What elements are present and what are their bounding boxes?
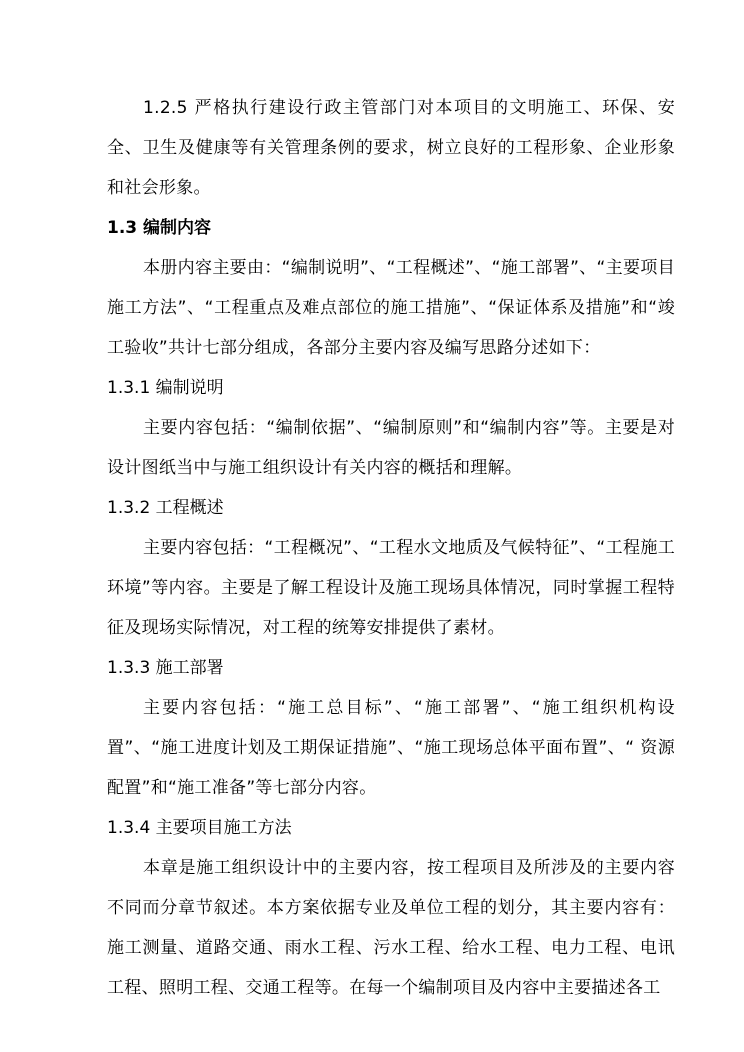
subsection-heading-1-3-1: 1.3.1 编制说明 [107, 378, 224, 398]
subsection-heading-1-3-2: 1.3.2 工程概述 [107, 498, 224, 518]
paragraph-1-3-1: 主要内容包括：“编制依据”、“编制原则”和“编制内容”等。主要是对设计图纸当中与施工组织设计有关内容的概括和理解。 [107, 418, 675, 478]
paragraph-1-3-3: 主要内容包括：“施工总目标”、“施工部署”、“施工组织机构设置”、“施工进度计划及工期保证措施”、“施工现场总体平面布置”、“ 资源配置”和“施工准备”等七部分内容。 [107, 698, 675, 798]
section-heading-1-3: 1.3 编制内容 [107, 218, 212, 238]
paragraph-1-3-intro: 本册内容主要由：“编制说明”、“工程概述”、“施工部署”、“主要项目施工方法”、“工程重点及难点部位的施工措施”、“保证体系及措施”和“竣工验收”共计七部分组成，各部分主要内容及编写思路分述如下： [107, 258, 675, 358]
paragraph-1-3-4: 本章是施工组织设计中的主要内容，按工程项目及所涉及的主要内容不同而分章节叙述。本方案依据专业及单位工程的划分，其主要内容有：施工测量、道路交通、雨水工程、污水工程、给水工程、电力工程、电讯工程、照明工程、交通工程等。在每一个编制项目及内容中主要描述各工 [107, 858, 675, 998]
paragraph-1-2-5: 1.2.5 严格执行建设行政主管部门对本项目的文明施工、环保、安全、卫生及健康等有关管理条例的要求，树立良好的工程形象、企业形象和社会形象。 [107, 98, 675, 198]
subsection-heading-1-3-3: 1.3.3 施工部署 [107, 658, 224, 678]
paragraph-1-3-2: 主要内容包括：“工程概况”、“工程水文地质及气候特征”、“工程施工环境”等内容。主要是了解工程设计及施工现场具体情况，同时掌握工程特征及现场实际情况，对工程的统筹安排提供了素材。 [107, 538, 675, 638]
document-body [107, 88, 675, 1008]
subsection-heading-1-3-4: 1.3.4 主要项目施工方法 [107, 818, 292, 838]
